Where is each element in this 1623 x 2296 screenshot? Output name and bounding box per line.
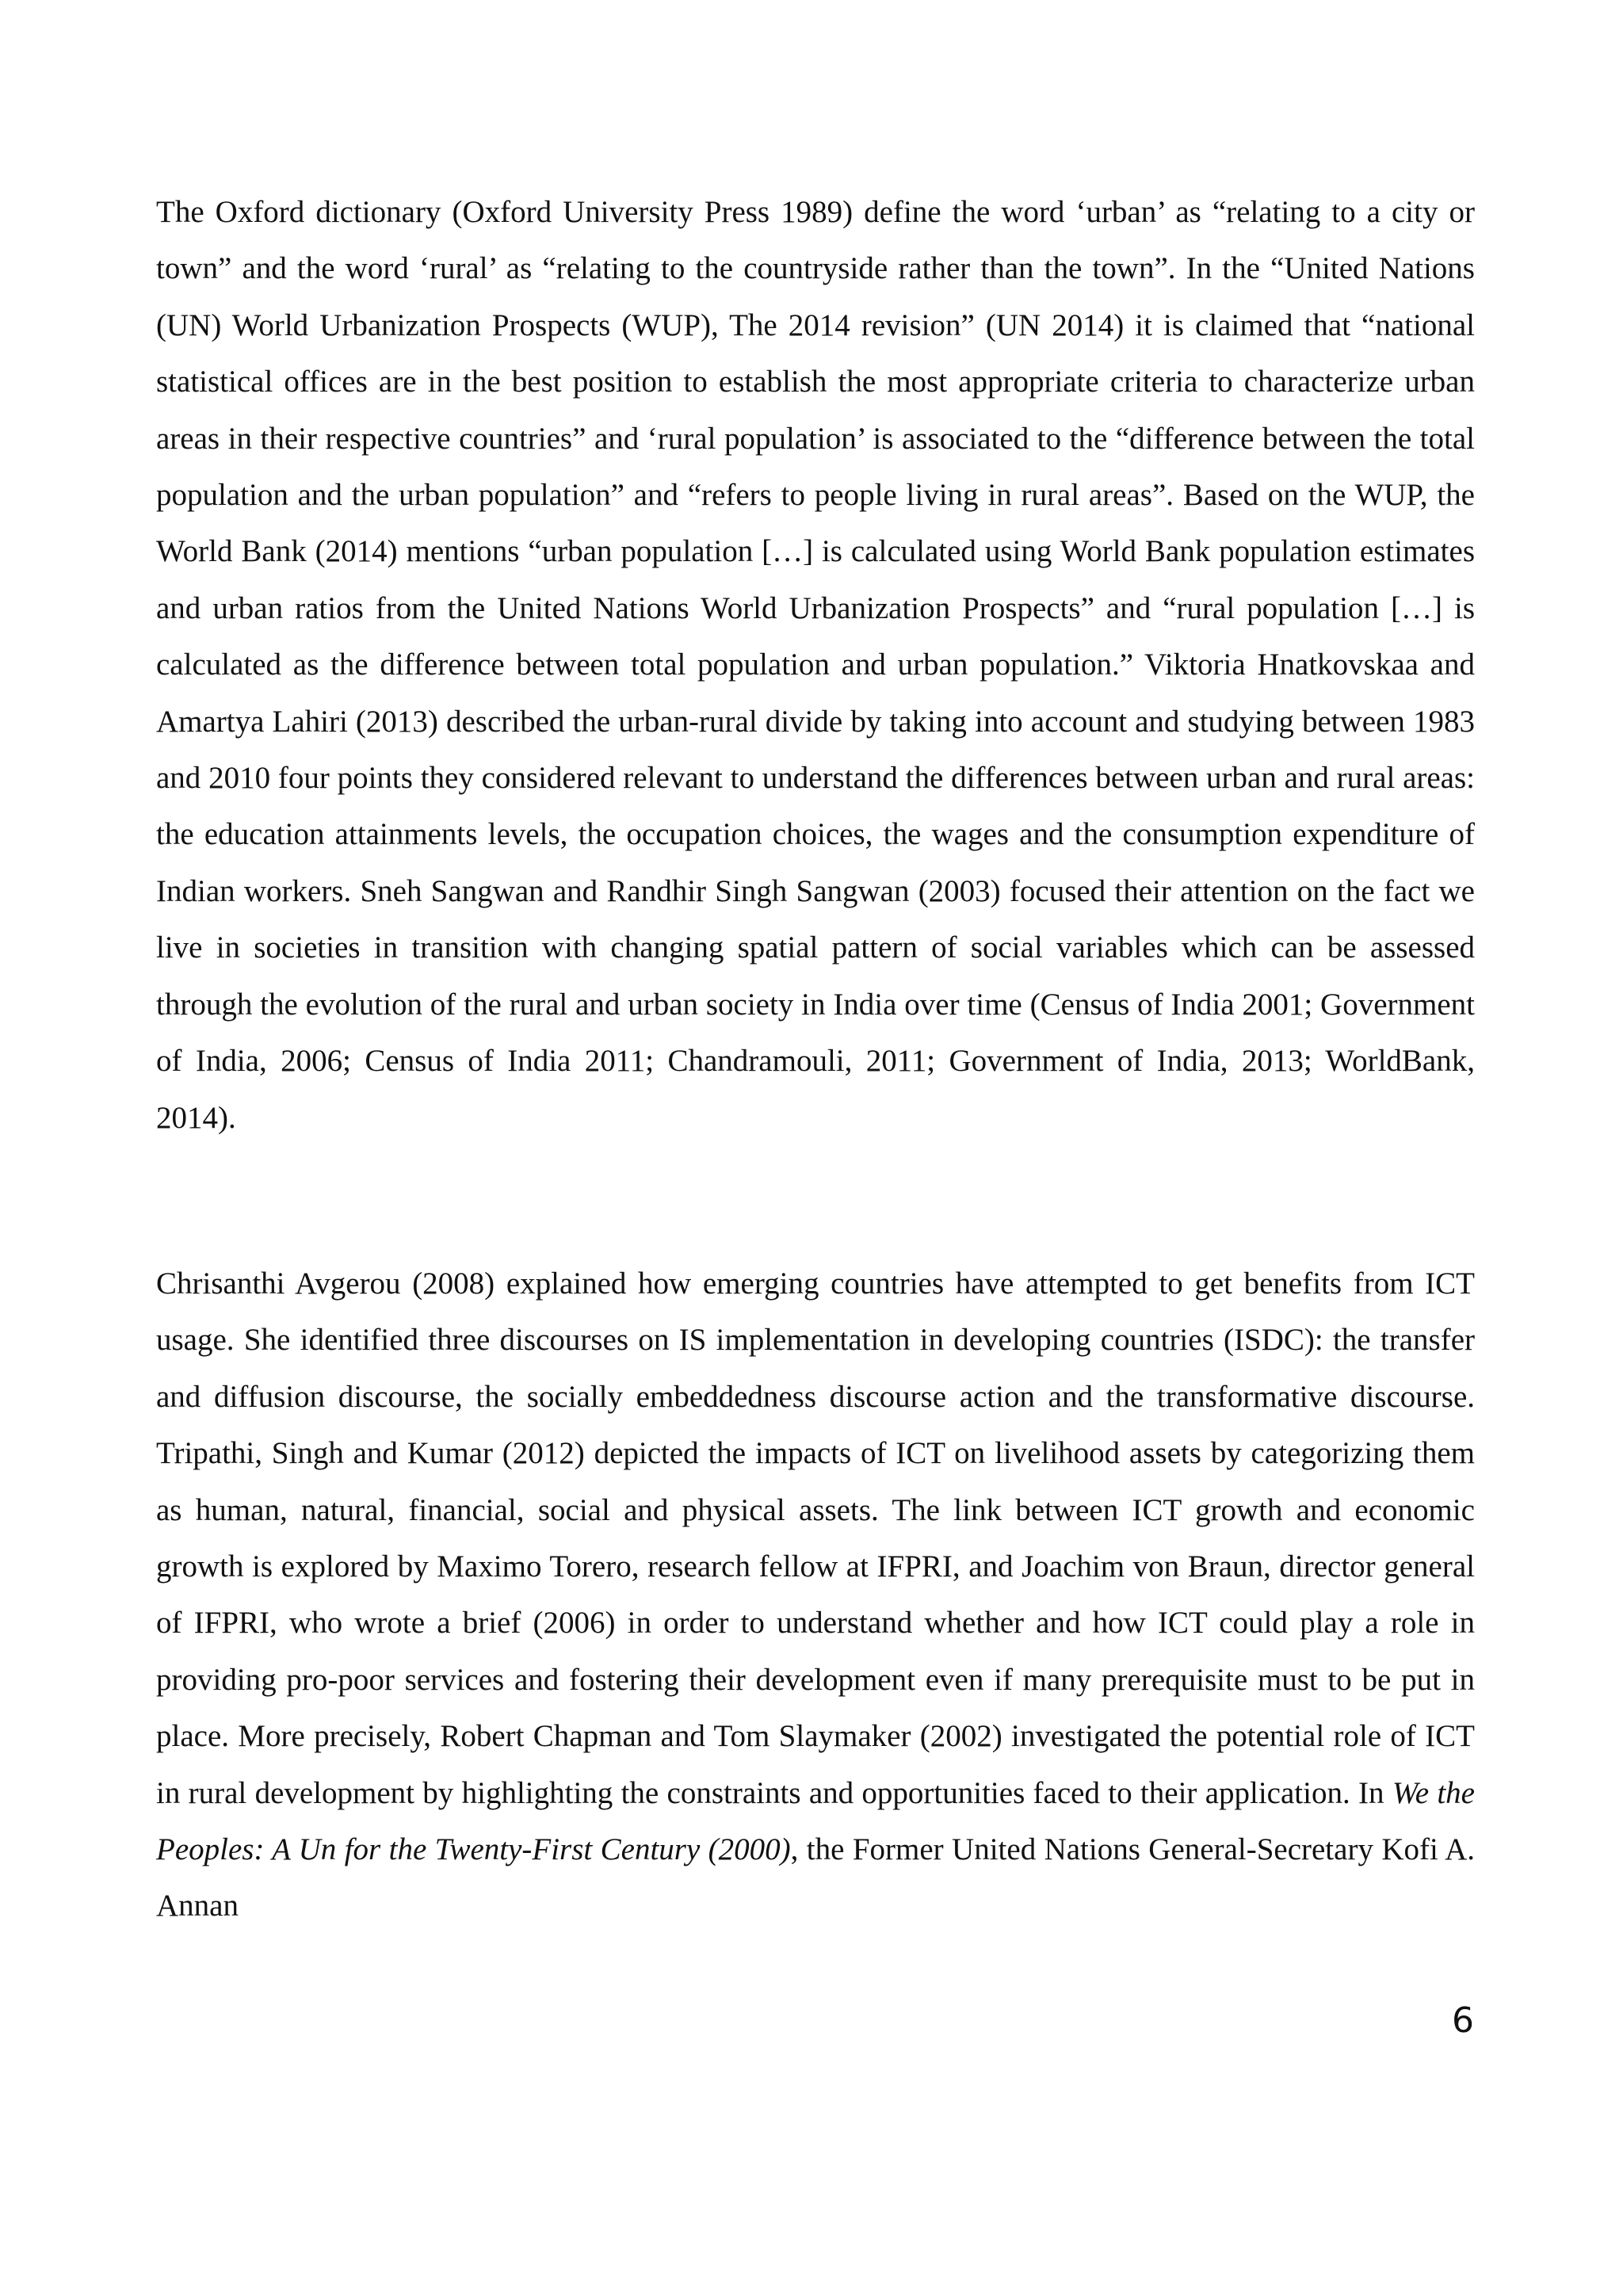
book-title-italic: We the Peoples: A Un for the Twenty-First Century (2000) <box>156 1775 1475 1867</box>
paragraph-2-text: Chrisanthi Avgerou (2008) explained how emerging countries have attempted to get benefits from ICT usage. She identified three discourses on IS implementation in developing countries (ISDC): the transfer and diffusion discourse, the socially embeddedness discourse action and the transformative discourse. Tripathi, Singh and Kumar (2012) depicted the impacts of ICT on livelihood assets by categorizing them as human, natural, financial, social and physical assets. The link between ICT growth and economic growth is explored by Maximo Torero, research fellow at IFPRI, and Joachim von Braun, director general of IFPRI, who wrote a brief (2006) in order to understand whether and how ICT could play a role in providing pro-poor services and fostering their development even if many prerequisite must to be put in place. More precisely, Robert Chapman and Tom Slaymaker (2002) investigated the potential role of ICT in rural development by highlighting the constraints and opportunities faced to their application. In <box>156 1266 1475 1810</box>
body-paragraph-1: The Oxford dictionary (Oxford University Press 1989) define the word ‘urban’ as “relating to a city or town” and the word ‘rural’ as “relating to the countryside rather than the town”. In the “United Nations (UN) World Urbanization Prospects (WUP), The 2014 revision” (UN 2014) it is claimed that “national statistical offices are in the best position to establish the most appropriate criteria to characterize urban areas in their respective countries” and ‘rural population’ is associated to the “difference between the total population and the urban population” and “refers to people living in rural areas”. Based on the WUP, the World Bank (2014) mentions “urban population […] is calculated using World Bank population estimates and urban ratios from the United Nations World Urbanization Prospects” and “rural population […] is calculated as the difference between total population and urban population.” Viktoria Hnatkovskaa and Amartya Lahiri (2013) described the urban-rural divide by taking into account and studying between 1983 and 2010 four points they considered relevant to understand the differences between urban and rural areas: the education attainments levels, the occupation choices, the wages and the consumption expenditure of Indian workers. Sneh Sangwan and Randhir Singh Sangwan (2003) focused their attention on the fact we live in societies in transition with changing spatial pattern of social variables which can be assessed through the evolution of the rural and urban society in India over time (Census of India 2001; Government of India, 2006; Census of India 2011; Chandramouli, 2011; Government of India, 2013; WorldBank, 2014). <box>156 195 1475 1135</box>
body-paragraph-2 <box>156 1255 1475 1935</box>
paragraph-2-text-end: , the Former United Nations General-Secretary Kofi A. Annan <box>156 1832 1475 1924</box>
page-number: 6 <box>1452 2000 1474 2041</box>
